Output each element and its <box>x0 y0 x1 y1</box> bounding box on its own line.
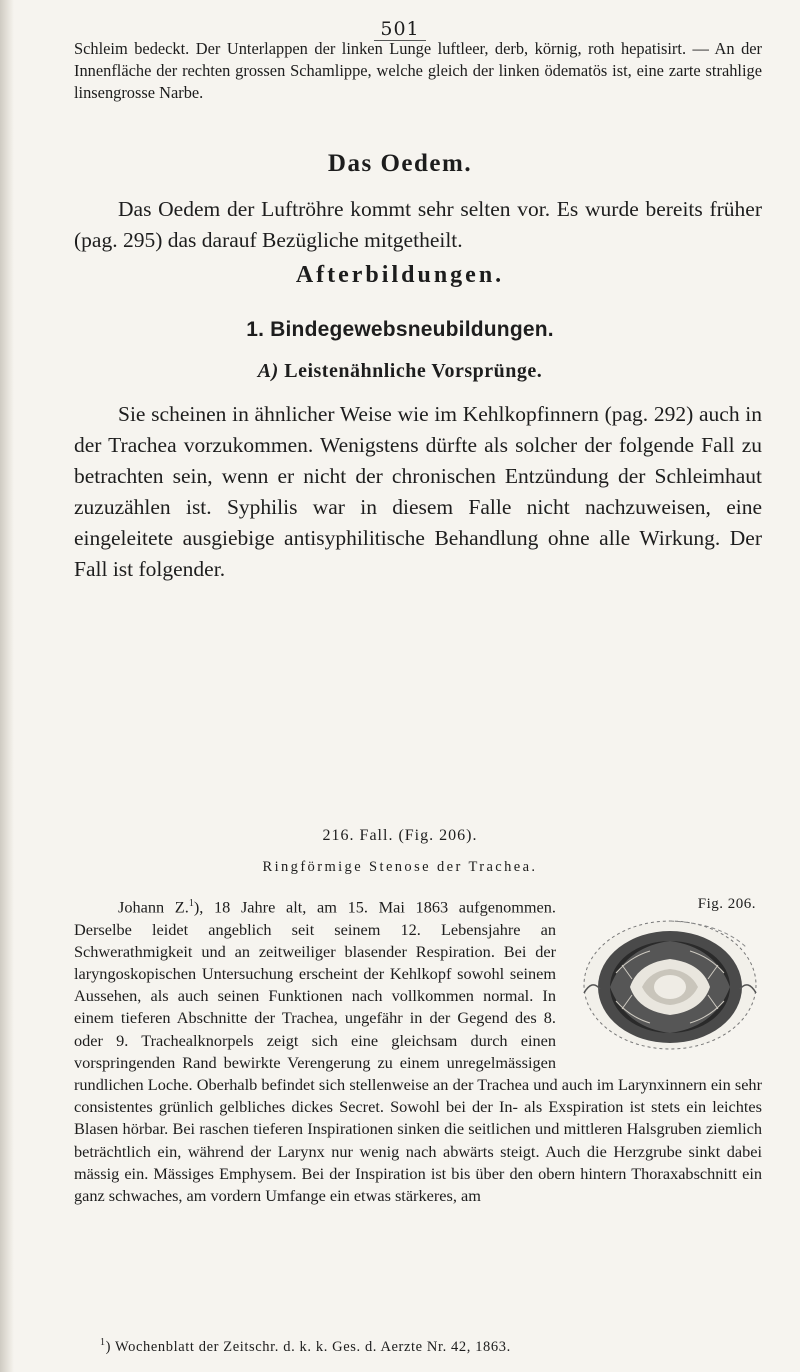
case-text: ), 18 Jahre alt, am 15. Mai 1863 aufgenommen. Derselbe leidet angeblich seit seinem 12. Lebensjahre an Schwerathmigkeit und an zeitweiliger blasender Respiration. Bei der laryngoskopischen Untersuchung erscheint der Kehlkopf sowohl seinem Aussehen, als auch seinen Funktionen nach vollkommen normal. In einem tieferen Abschnitte der Trachea, ungefähr in der Gegend des 8. oder 9. Trachealknorpels zeigt sich eine gleichsam durch einen vorspringenden Rand bewirkte Verengerung zu einem unregelmässigen rundlichen Loche. Oberhalb befindet sich stellenweise an der Trachea und auch im Larynxinnern ein sehr consistentes grünlich gelbliches dickes Secret. Sowohl bei der In- als Exspiration ist stets ein leichtes Blasen hörbar. Bei raschen tieferen Inspirationen sinken die seitlichen und mittleren Halsgruben ziemlich beträchtlich ein, während der Larynx nur wenig nach abwärts steigt. Auch die Herzgrube sinkt dabei mässig ein. Mässiges Emphysem. Bei der Inspiration ist bis über den obern hintern Thoraxabschnitt ein ganz schwaches, am vordern Umfange ein etwas stärkeres, am <box>74 897 762 1206</box>
page-number: 501 <box>0 18 800 40</box>
intro-paragraph: Schleim bedeckt. Der Unterlappen der linken Lunge luftleer, derb, körnig, roth hepatisirt. — An der Innenfläche der rechten grossen Schamlippe, welche gleich der linken ödematös ist, eine zarte strahlige linsengrosse Narbe. <box>74 39 762 102</box>
footnote-text: ) Wochenblatt der Zeitschr. d. k. k. Ges. d. Aerzte Nr. 42, 1863. <box>105 1338 511 1355</box>
subsection-title: Leistenähnliche Vorsprünge. <box>284 360 543 382</box>
subsection-heading-leisten <box>0 360 800 383</box>
section-heading-oedem: Das Oedem. <box>327 150 473 177</box>
figure-206 <box>566 893 778 1063</box>
subsection-heading-bindegewebs: 1. Bindegewebsneubildungen. <box>246 318 554 341</box>
subsection-letter: A) <box>257 360 279 382</box>
trachea-stenosis-illustration <box>570 907 770 1057</box>
leisten-paragraph: Sie scheinen in ähnlicher Weise wie im Kehlkopfinnern (pag. 292) auch in der Trachea vorzukommen. Wenigstens dürfte als solcher der folgende Fall zu betrachten sein, wenn er nicht der chronischen Entzündung der Schleimhaut zuzuzählen ist. Syphilis war in diesem Falle nicht nachzuweisen, eine eingeleitete ausgiebige antisyphilitische Behandlung ohne alle Wirkung. Der Fall ist folgender. <box>74 402 762 581</box>
case-heading: 216. Fall. (Fig. 206). <box>322 827 478 844</box>
section-heading-afterbildungen: Afterbildungen. <box>295 262 505 288</box>
oedem-paragraph: Das Oedem der Luftröhre kommt sehr selten vor. Es wurde bereits früher (pag. 295) das darauf Bezügliche mitgetheilt. <box>74 197 762 252</box>
case-subheading: Ringförmige Stenose der Trachea. <box>262 859 538 875</box>
case-patient-name: Johann Z. <box>118 897 189 917</box>
case-body <box>74 893 762 1207</box>
footnote-marker: 1 <box>100 1337 106 1348</box>
footnote <box>100 1337 511 1356</box>
figure-caption: Fig. 206. <box>697 896 756 912</box>
footnote-reference: 1 <box>188 898 194 909</box>
